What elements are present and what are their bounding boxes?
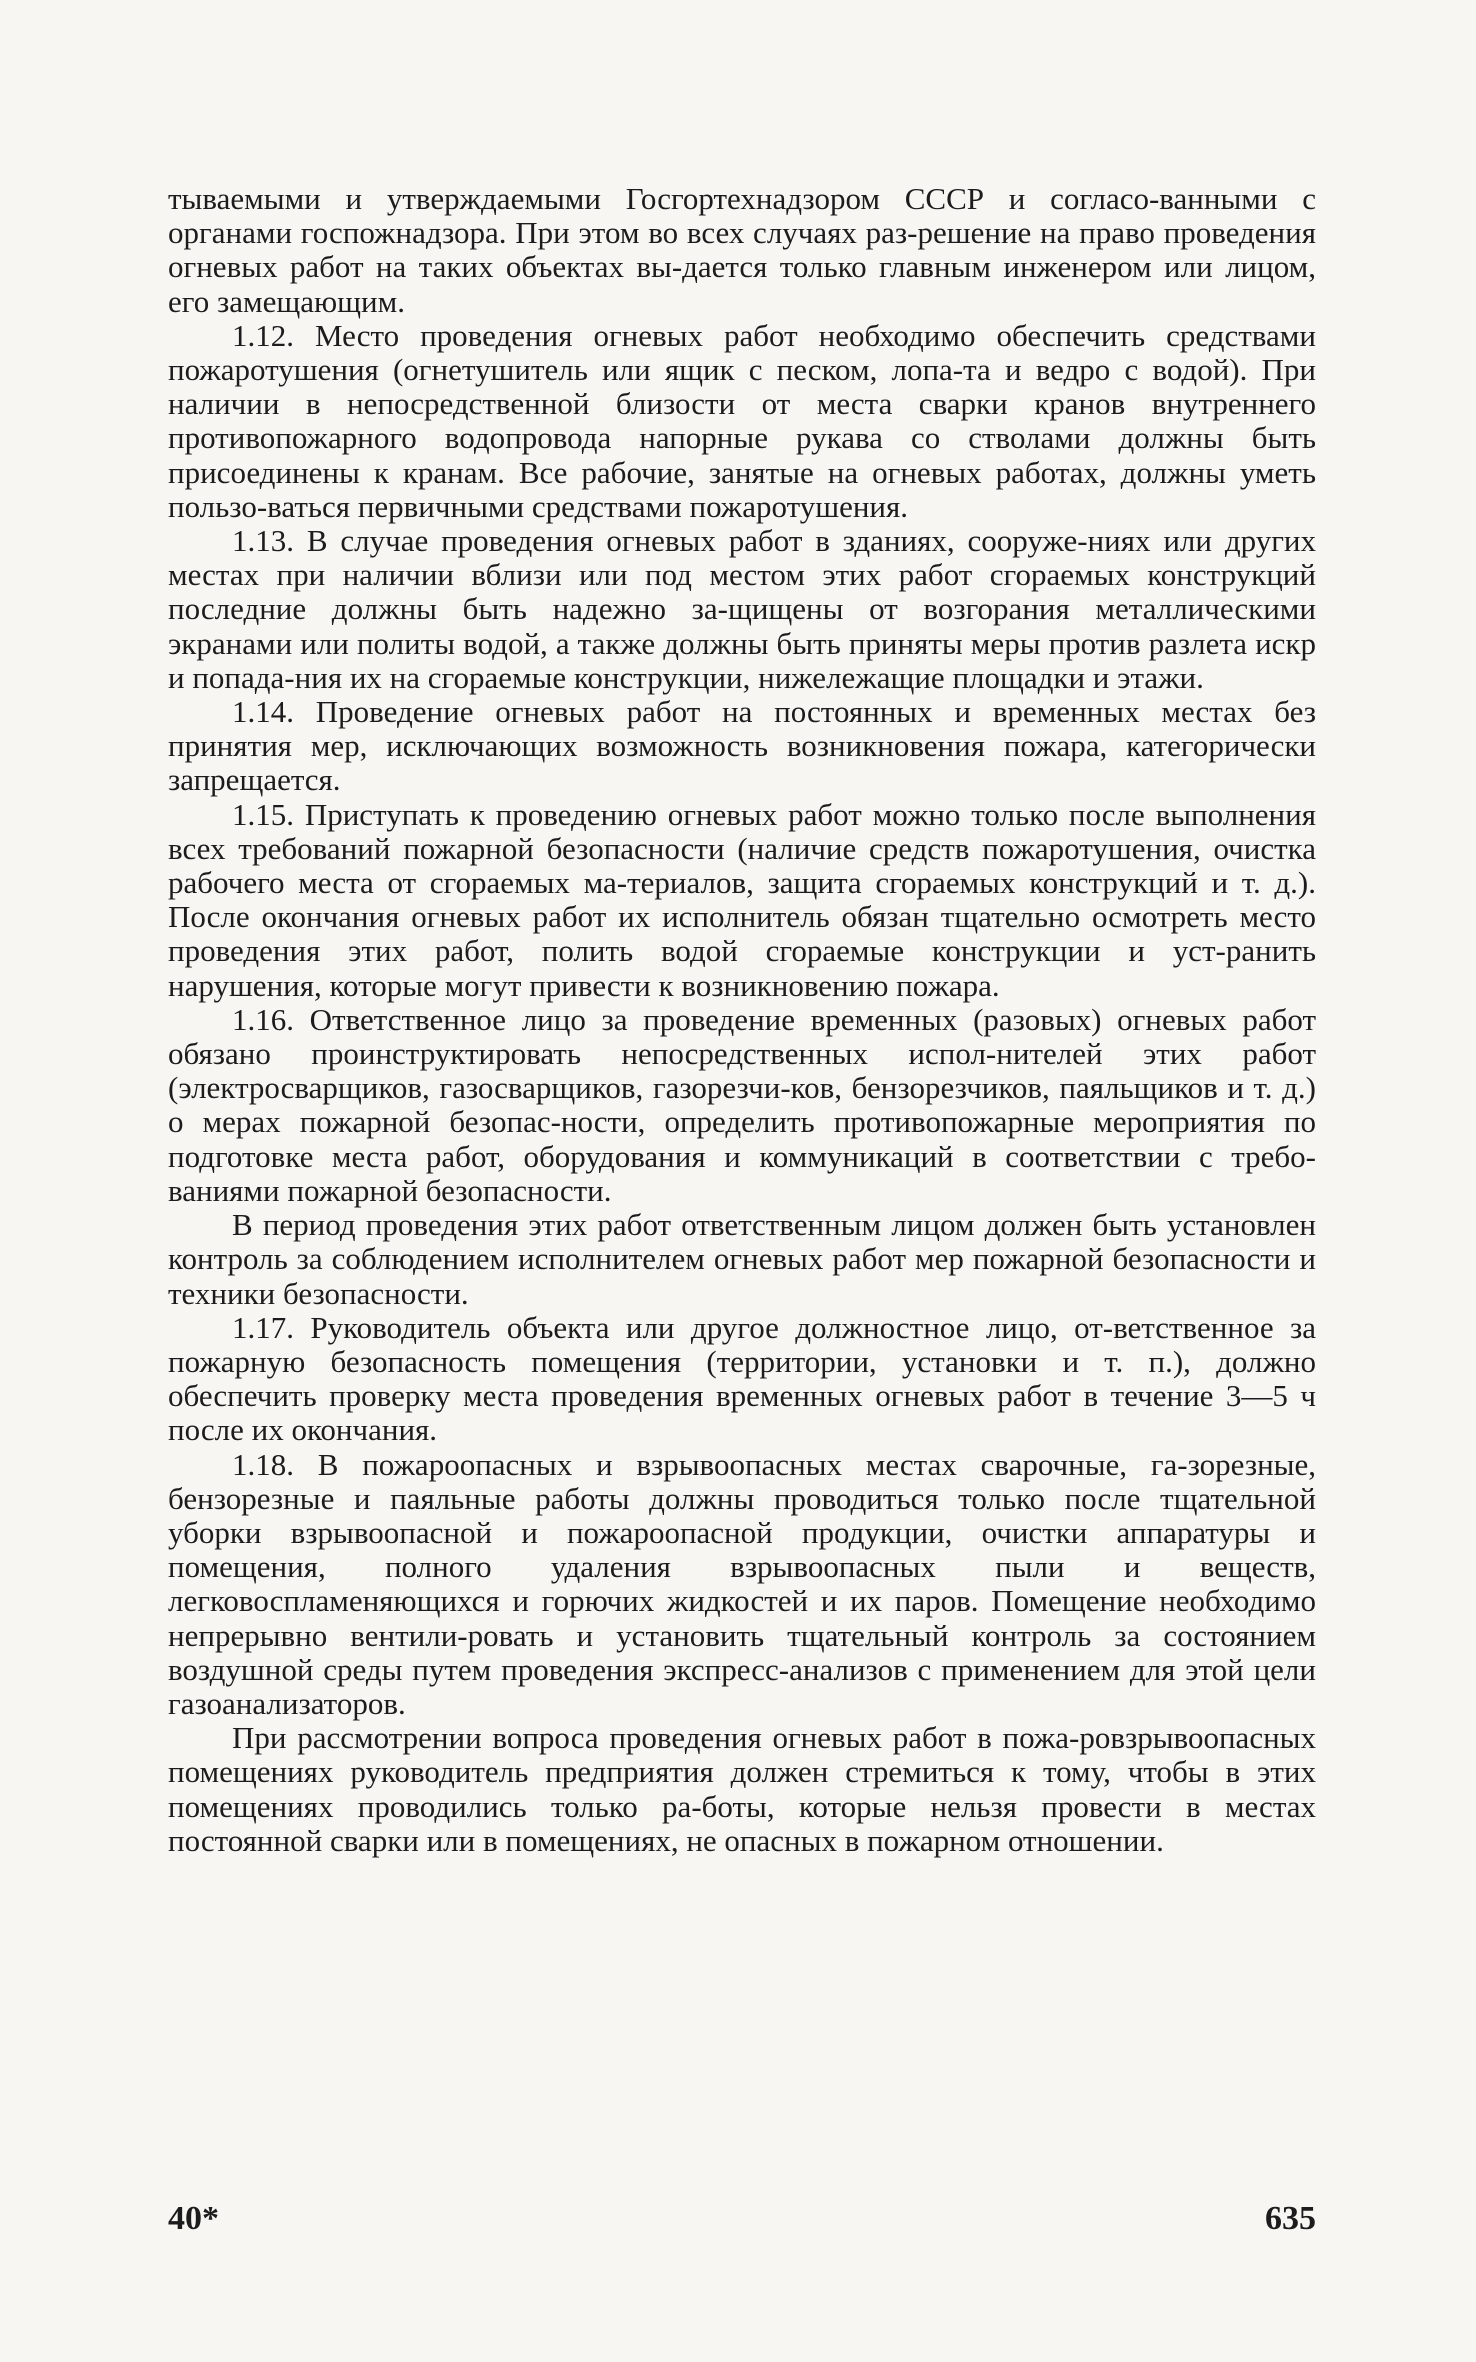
paragraph-1-12: 1.12. Место проведения огневых работ необходимо обеспечить средствами пожаротушения (огнетушитель или ящик с песком, лопа-та и ведро с водой). При наличии в непосредственной близости от места сварки кранов внутреннего противопожарного водопровода напорные рукава со стволами должны быть присоединены к кранам. Все рабочие, занятые на огневых работах, должны уметь пользо-ваться первичными средствами пожаротушения. xyxy=(168,317,1316,524)
paragraph-1-17: 1.17. Руководитель объекта или другое должностное лицо, от-ветственное за пожарную безопасность помещения (территории, установки и т. п.), должно обеспечить проверку места проведения временных огневых работ в течение 3—5 ч после их окончания. xyxy=(168,1309,1316,1448)
paragraph-1-18: 1.18. В пожароопасных и взрывоопасных местах сварочные, га-зорезные, бензорезные и паяльные работы должны проводиться только после тщательной уборки взрывоопасной и пожароопасной продукции, очистки аппаратуры и помещения, полного удаления взрывоопасных пыли и веществ, легковоспламеняющихся и горючих жидкостей и их паров. Помещение необходимо непрерывно вентили-ровать и установить тщательный контроль за состоянием воздушной среды путем проведения экспресс-анализов с применением для этой цели газоанализаторов. xyxy=(168,1446,1316,1721)
paragraph-continuation: тываемыми и утверждаемыми Госгортехнадзором СССР и согласо-ванными с органами госпожнадзора. При этом во всех случаях раз-решение на право проведения огневых работ на таких объектах вы-дается только главным инженером или лицом, его замещающим. xyxy=(168,181,1316,319)
paragraph-1-15: 1.15. Приступать к проведению огневых работ можно только после выполнения всех требований пожарной безопасности (наличие средств пожаротушения, очистка рабочего места от сгораемых ма-териалов, защита сгораемых конструкций и т. д.). После окончания огневых работ их исполнитель обязан тщательно осмотреть место проведения этих работ, полить водой сгораемые конструкции и уст-ранить нарушения, которые могут привести к возникновению пожара. xyxy=(168,796,1316,1003)
paragraph-1-16: 1.16. Ответственное лицо за проведение временных (разовых) огневых работ обязано проинструктировать непосредственных испол-нителей этих работ (электросварщиков, газосварщиков, газорезчи-ков, бензорезчиков, паяльщиков и т. д.) о мерах пожарной безопас-ности, определить противопожарные мероприятия по подготовке места работ, оборудования и коммуникаций в соответствии с требо-ваниями пожарной безопасности. xyxy=(168,1001,1316,1208)
paragraph-1-13: 1.13. В случае проведения огневых работ в зданиях, сооруже-ниях или других местах при наличии вблизи или под местом этих работ сгораемых конструкций последние должны быть надежно за-щищены от возгорания металлическими экранами или политы водой, а также должны быть приняты меры против разлета искр и попада-ния их на сгораемые конструкции, нижележащие площадки и этажи. xyxy=(168,523,1316,695)
text-column xyxy=(168,182,1316,1858)
paragraph-1-16-control: В период проведения этих работ ответственным лицом должен быть установлен контроль за соблюдением исполнителем огневых работ мер пожарной безопасности и техники безопасности. xyxy=(168,1207,1316,1311)
signature-mark: 40* xyxy=(168,2200,219,2237)
page-footer xyxy=(168,2200,1316,2250)
paragraph-closing: При рассмотрении вопроса проведения огневых работ в пожа-ровзрывоопасных помещениях руководитель предприятия должен стремиться к тому, чтобы в этих помещениях проводились только ра-боты, которые нельзя провести в местах постоянной сварки или в помещениях, не опасных в пожарном отношении. xyxy=(168,1720,1316,1858)
page-number: 635 xyxy=(1265,2200,1316,2237)
paragraph-1-14: 1.14. Проведение огневых работ на постоянных и временных местах без принятия мер, исключающих возможность возникновения пожара, категорически запрещается. xyxy=(168,694,1316,798)
